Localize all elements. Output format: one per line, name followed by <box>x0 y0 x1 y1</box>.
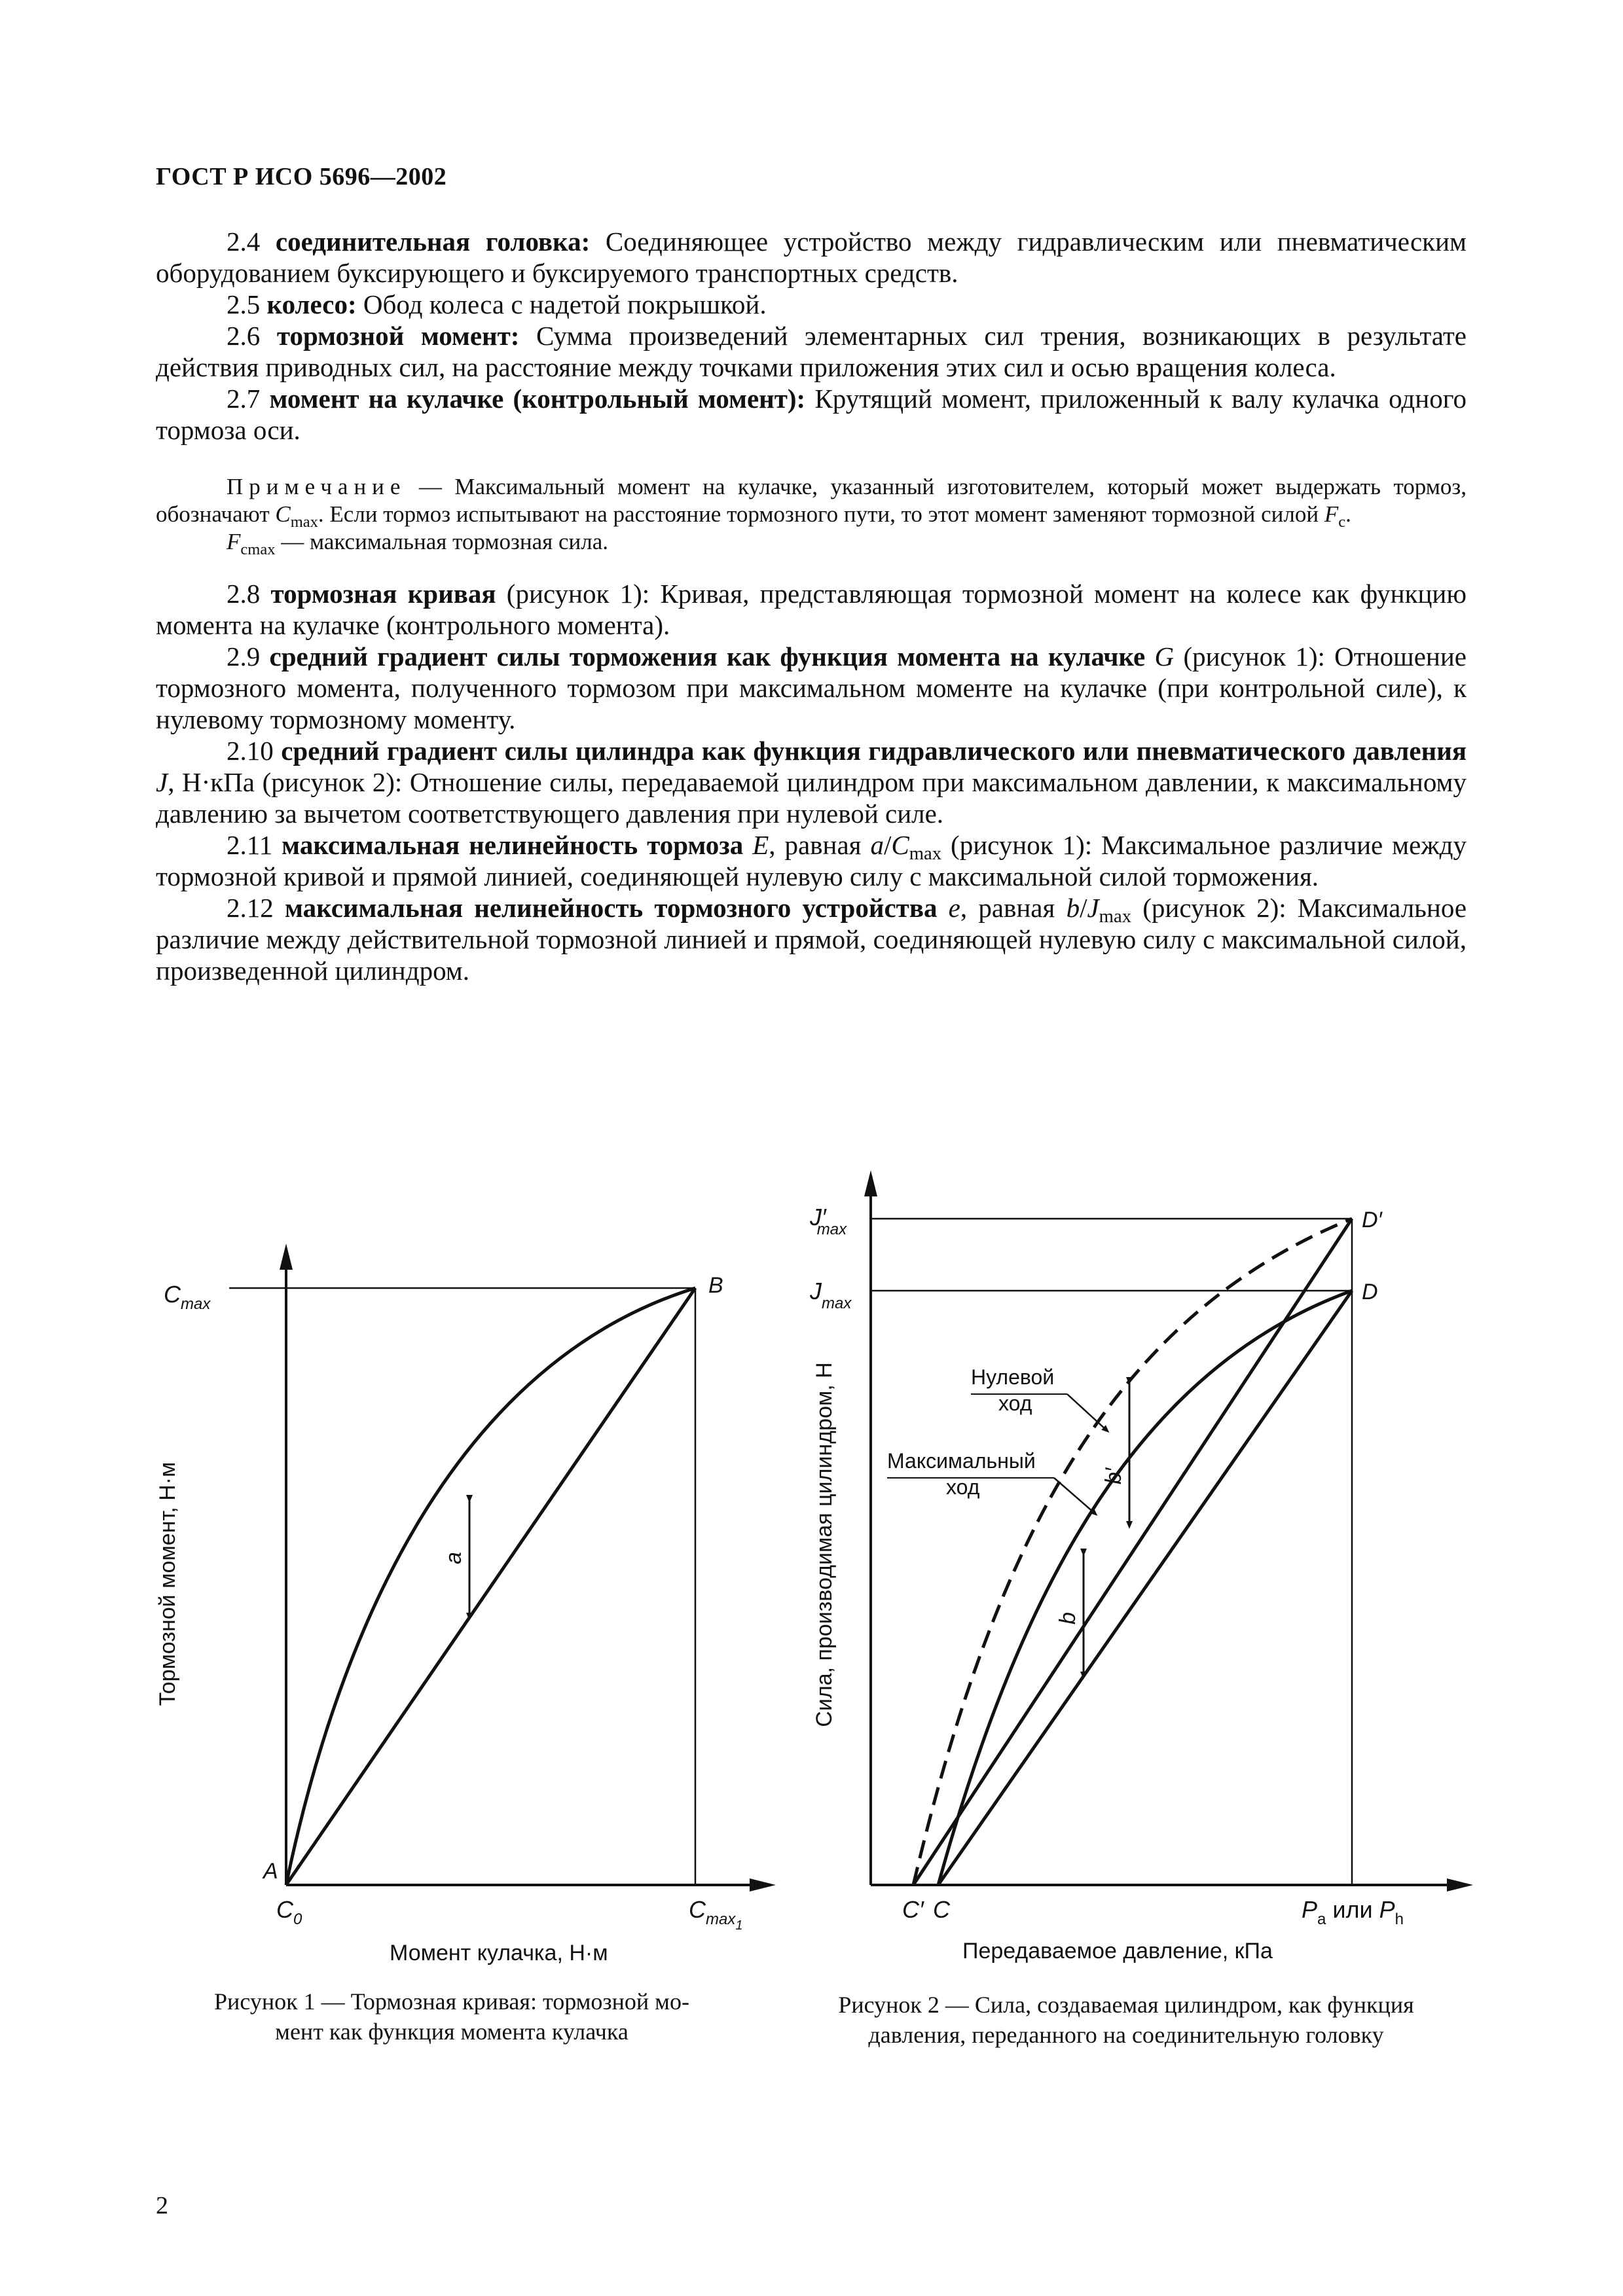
zero-stroke-leader <box>1067 1394 1106 1430</box>
jmax-label: $J_{max}$ <box>810 1278 852 1312</box>
x-axis-label: Передаваемое давление, кПа <box>962 1939 1273 1964</box>
max-stroke-label-1: Максимальный <box>887 1449 1036 1473</box>
x-axis-arrow-icon <box>1447 1878 1473 1892</box>
clause-2-11: 2.11 максимальная нелинейность тормоза E, равная $a/C_{max}$ (рисунок 1): Максимальное различие между тормозной кривой и прямой линией, соединяющей нулевую силу с максимальной силой торможения. <box>156 830 1467 891</box>
c-label: C <box>933 1896 950 1923</box>
caption-line: мент как функция момента кулачка <box>275 2018 629 2045</box>
dimension-a-label: a <box>441 1552 466 1564</box>
note-fcmax: $F_{cmax}$ — максимальная тормозная сила. <box>227 529 608 558</box>
max-stroke-leader <box>1054 1478 1095 1513</box>
point-d-prime: D′ <box>1362 1208 1382 1232</box>
dimension-b-prime-label: b′ <box>1101 1467 1126 1484</box>
y-axis-arrow-icon <box>864 1170 877 1196</box>
caption-line: давления, переданного на соединительную головку <box>868 2022 1384 2048</box>
clause-2-12: 2.12 максимальная нелинейность тормозного устройства e, равная $b/J_{max}$ (рисунок 2): Максимальное различие между действительной тормозной линией и прямой, соединяющей нулевую силу с максимальной силой, произведенной цилиндром. <box>156 893 1467 986</box>
c0-label: $C_0$ <box>276 1896 302 1928</box>
figure-2-caption <box>766 1990 1486 2050</box>
page-number: 2 <box>156 2192 168 2219</box>
clause-2-6: 2.6 тормозной момент: Сумма произведений элементарных сил трения, возникающих в результате действия приводных сил, на расстояние между точками приложения этих сил и осью вращения колеса. <box>156 321 1467 382</box>
dimension-b-label: b <box>1055 1612 1080 1624</box>
caption-line: Рисунок 1 — Тормозная кривая: тормозной мо- <box>214 1988 689 2015</box>
x-axis-label: Момент кулачка, Н·м <box>390 1941 608 1965</box>
max-stroke-label-2: ход <box>946 1475 980 1499</box>
pa-ph-label: $P_a$ или $P_h$ <box>1302 1896 1404 1928</box>
note-label: Примечание <box>227 474 407 499</box>
y-axis-label: Сила, производимая цилиндром, Н <box>812 1362 837 1727</box>
term: момент на кулачке (контрольный момент): <box>269 384 806 414</box>
caption-line: Рисунок 2 — Сила, создаваемая цилиндром, как функция <box>838 1992 1414 2018</box>
zero-stroke-label-2: ход <box>998 1391 1032 1415</box>
term: соединительная головка: <box>275 226 591 257</box>
clause-2-8: 2.8 тормозная кривая (рисунок 1): Кривая, представляющая тормозной момент на колесе как функцию момента на кулачке (контрольного момента). <box>156 579 1467 640</box>
c-prime-label: C′ <box>902 1896 924 1923</box>
clause-2-5: 2.5 колесо: Обод колеса с надетой покрышкой. <box>227 289 767 319</box>
zero-stroke-label-1: Нулевой <box>971 1365 1055 1389</box>
jpmax-label: J′max <box>810 1204 847 1238</box>
document-header: ГОСТ Р ИСО 5696—2002 <box>156 163 447 190</box>
y-axis-label: Тормозной момент, Н·м <box>155 1462 180 1706</box>
clause-2-4: 2.4 соединительная головка: Соединяющее устройство между гидравлическим или пневматическим оборудованием буксирующего и буксируемого транспортных средств. <box>156 226 1467 288</box>
cmax-label: $C_{max}$ <box>164 1281 211 1313</box>
clause-2-9: 2.9 средний градиент силы торможения как функция момента на кулачке G (рисунок 1): Отношение тормозного момента, полученного тормозом при максимальном моменте на кулачке (при контрольной силе), к нулевому тормозному моменту. <box>156 641 1467 734</box>
point-d: D <box>1362 1280 1378 1304</box>
cmax1-label: $C_{max1}$ <box>689 1896 743 1933</box>
clause-2-7: 2.7 момент на кулачке (контрольный момент): Крутящий момент, приложенный к валу кулачка одного тормоза оси. <box>156 384 1467 445</box>
term: тормозной момент: <box>276 321 520 351</box>
clause-2-10: 2.10 средний градиент силы цилиндра как функция гидравлического или пневматического давления J, Н·кПа (рисунок 2): Отношение силы, передаваемой цилиндром при максимальном давлении, к максимальному давлению за вычетом соответствующего давления при нулевой силе. <box>156 736 1467 829</box>
term: колесо: <box>266 289 357 319</box>
line-cp-dp <box>913 1219 1352 1885</box>
point-a: A <box>263 1859 278 1884</box>
note: Примечание — Максимальный момент на кулачке, указанный изготовителем, который может выдержать тормоз, обозначают $C_{max}$. Если тормоз испытывают на расстояние тормозного пути, то этот момент заменяют тормозной силой $F_c$. <box>156 474 1467 531</box>
point-b: B <box>708 1273 723 1298</box>
